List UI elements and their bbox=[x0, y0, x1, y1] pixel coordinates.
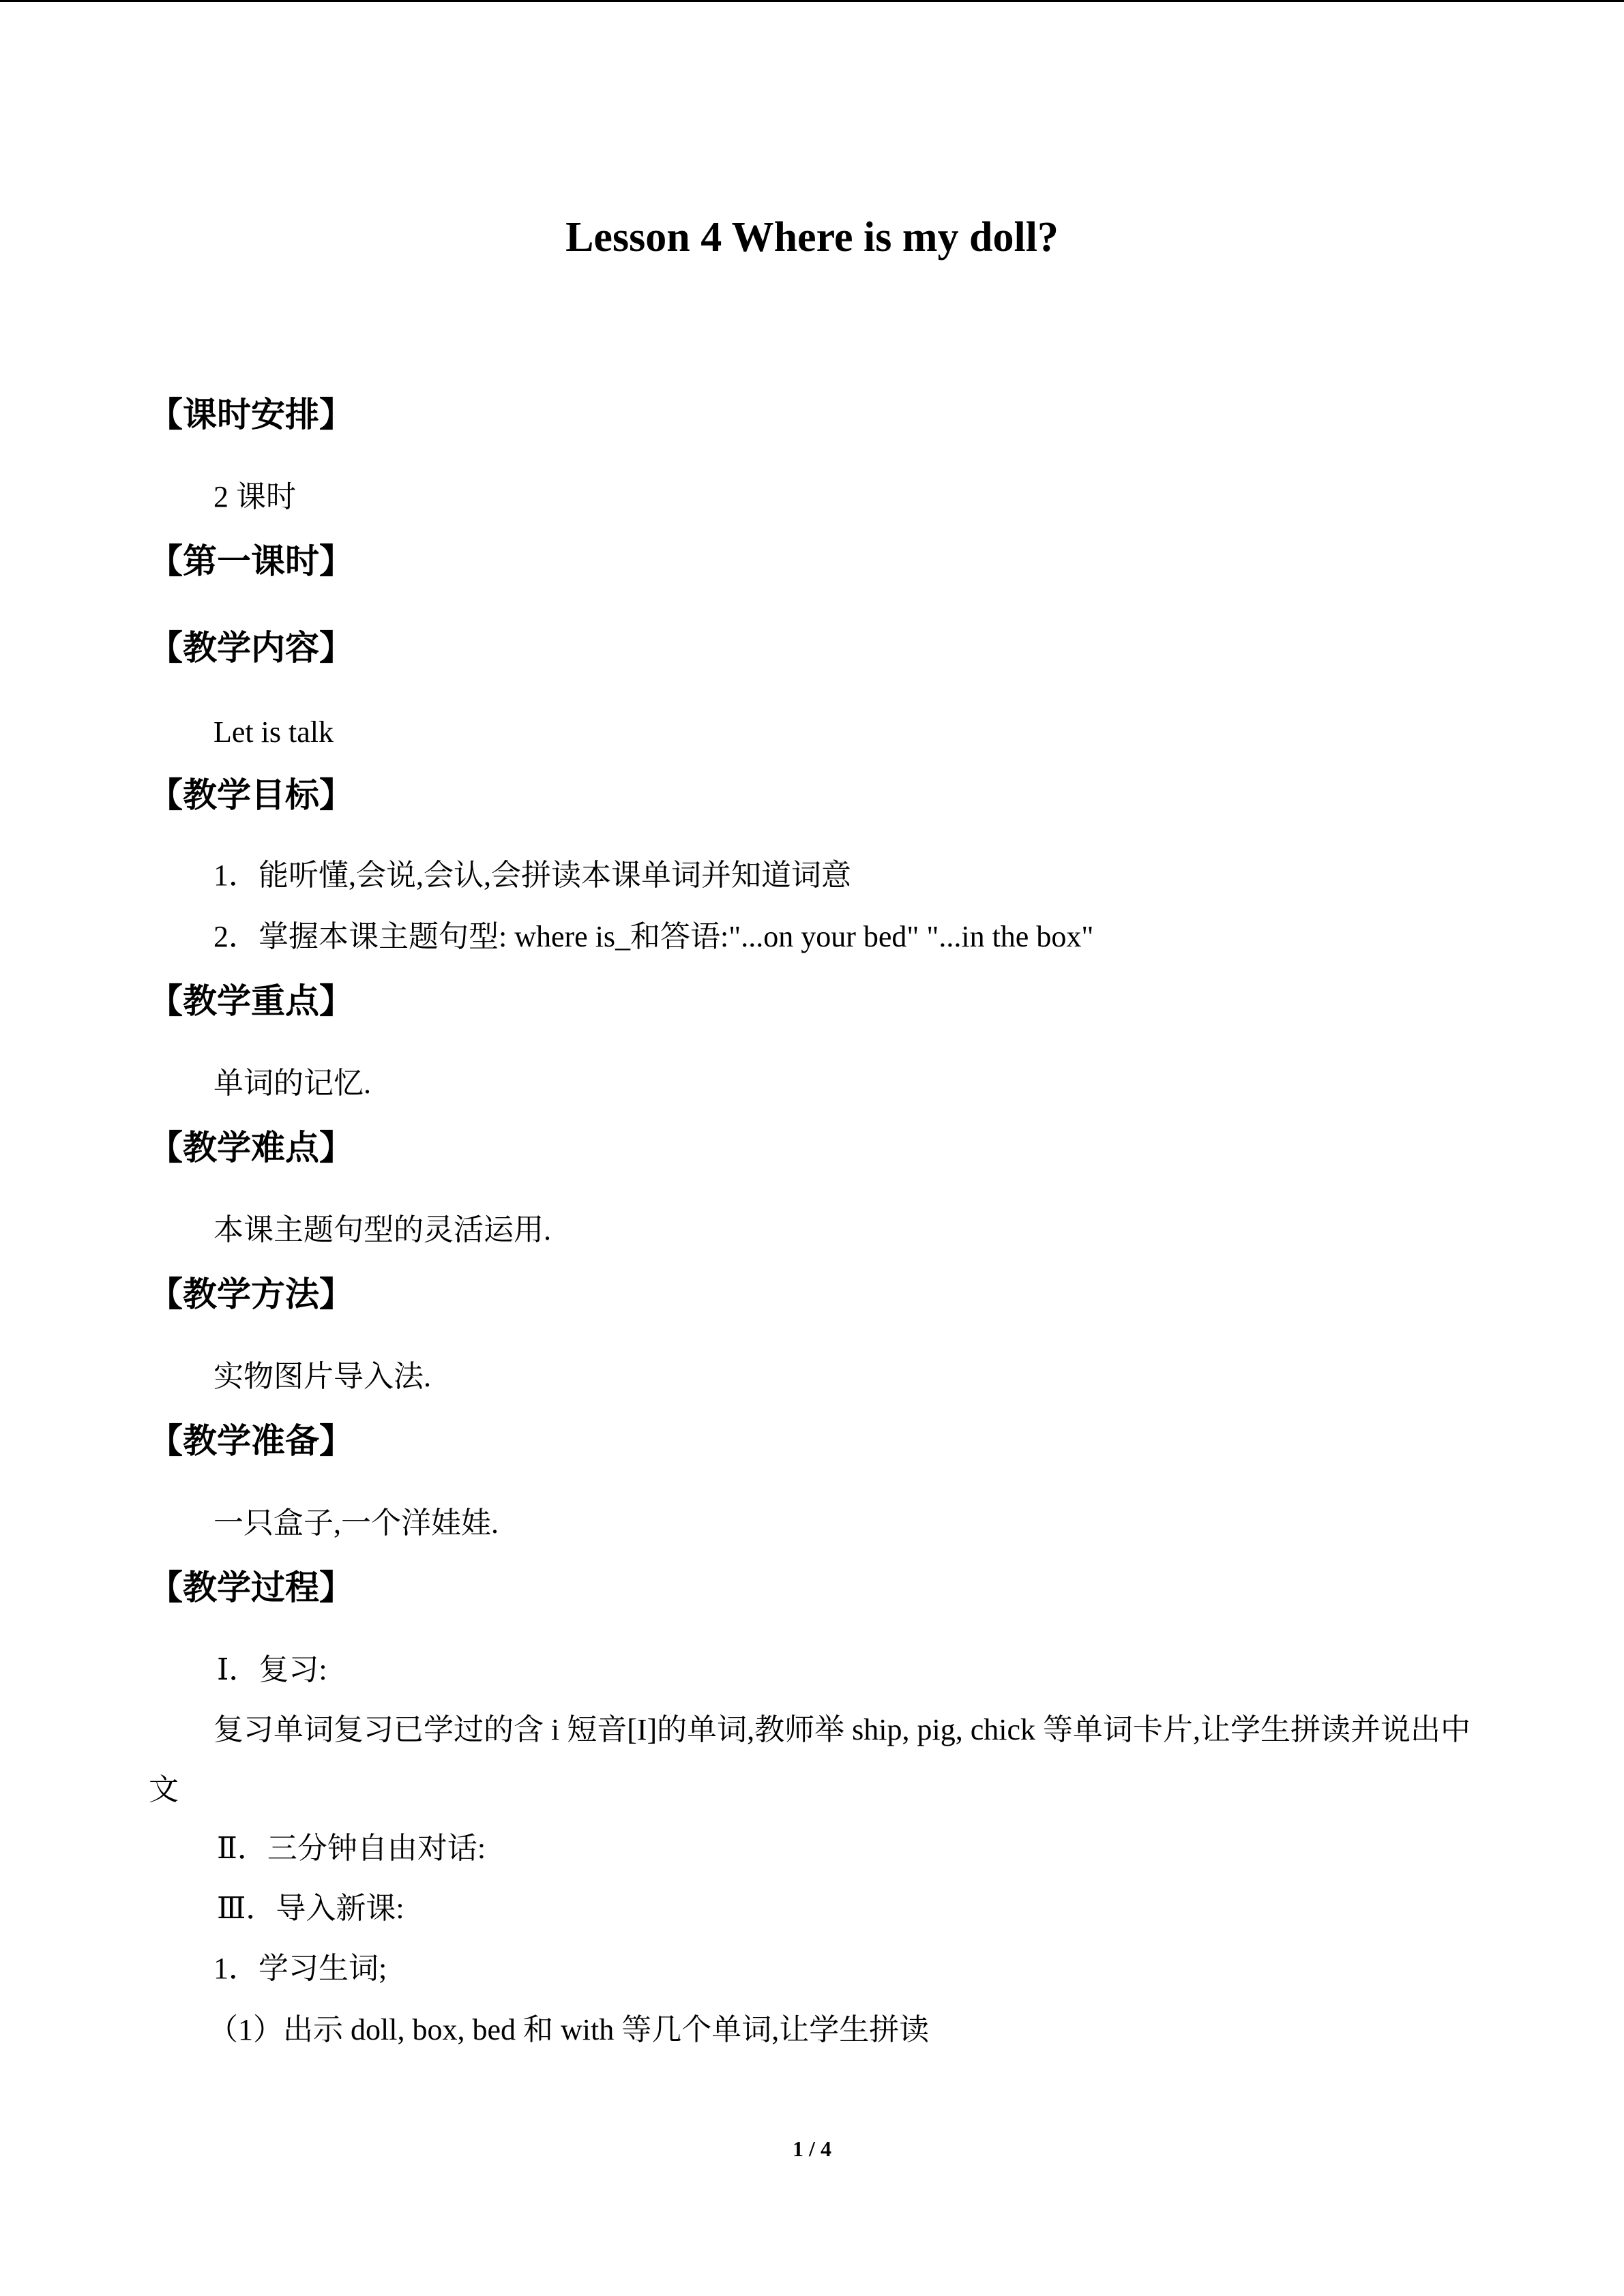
key-points-text: 单词的记忆. bbox=[213, 1067, 371, 1100]
process-heading: 【教学过程】 bbox=[149, 1568, 353, 1607]
goal-item-2: 2．掌握本课主题句型: where is_和答语:"...on your bed" "...in the box" bbox=[213, 920, 1094, 953]
page-number: 1 / 4 bbox=[793, 2136, 831, 2161]
difficulty-heading: 【教学难点】 bbox=[149, 1129, 353, 1167]
schedule-heading: 【课时安排】 bbox=[149, 396, 353, 434]
document-title: Lesson 4 Where is my doll? bbox=[565, 214, 1059, 260]
goal-item-1: 1．能听懂,会说,会认,会拼读本课单词并知道词意 bbox=[213, 859, 851, 892]
method-heading: 【教学方法】 bbox=[149, 1275, 353, 1313]
difficulty-text: 本课主题句型的灵活运用. bbox=[213, 1213, 551, 1247]
process-step-2: Ⅱ．三分钟自由对话: bbox=[217, 1832, 486, 1865]
first-lesson-heading: 【第一课时】 bbox=[149, 542, 353, 580]
process-step-3: Ⅲ．导入新课: bbox=[217, 1892, 404, 1925]
process-step-3-1-a: （1）出示 doll, box, bed 和 with 等几个单词,让学生拼读 bbox=[208, 2013, 930, 2046]
preparation-text: 一只盒子,一个洋娃娃. bbox=[213, 1506, 499, 1540]
content-text: Let is talk bbox=[213, 715, 334, 749]
key-points-heading: 【教学重点】 bbox=[149, 982, 353, 1020]
content-heading: 【教学内容】 bbox=[149, 629, 353, 667]
process-step-1-detail: 复习单词复习已学过的含 i 短音[I]的单词,教师举 ship, pig, chick 等单词卡片,让学生拼读并说出中文 bbox=[149, 1713, 1471, 1806]
process-step-3-1: 1．学习生词; bbox=[213, 1952, 387, 1985]
schedule-text: 2 课时 bbox=[213, 480, 296, 513]
process-step-1: Ⅰ．复习: bbox=[217, 1653, 327, 1686]
method-text: 实物图片导入法. bbox=[213, 1360, 431, 1393]
goals-heading: 【教学目标】 bbox=[149, 776, 353, 814]
preparation-heading: 【教学准备】 bbox=[149, 1422, 353, 1460]
